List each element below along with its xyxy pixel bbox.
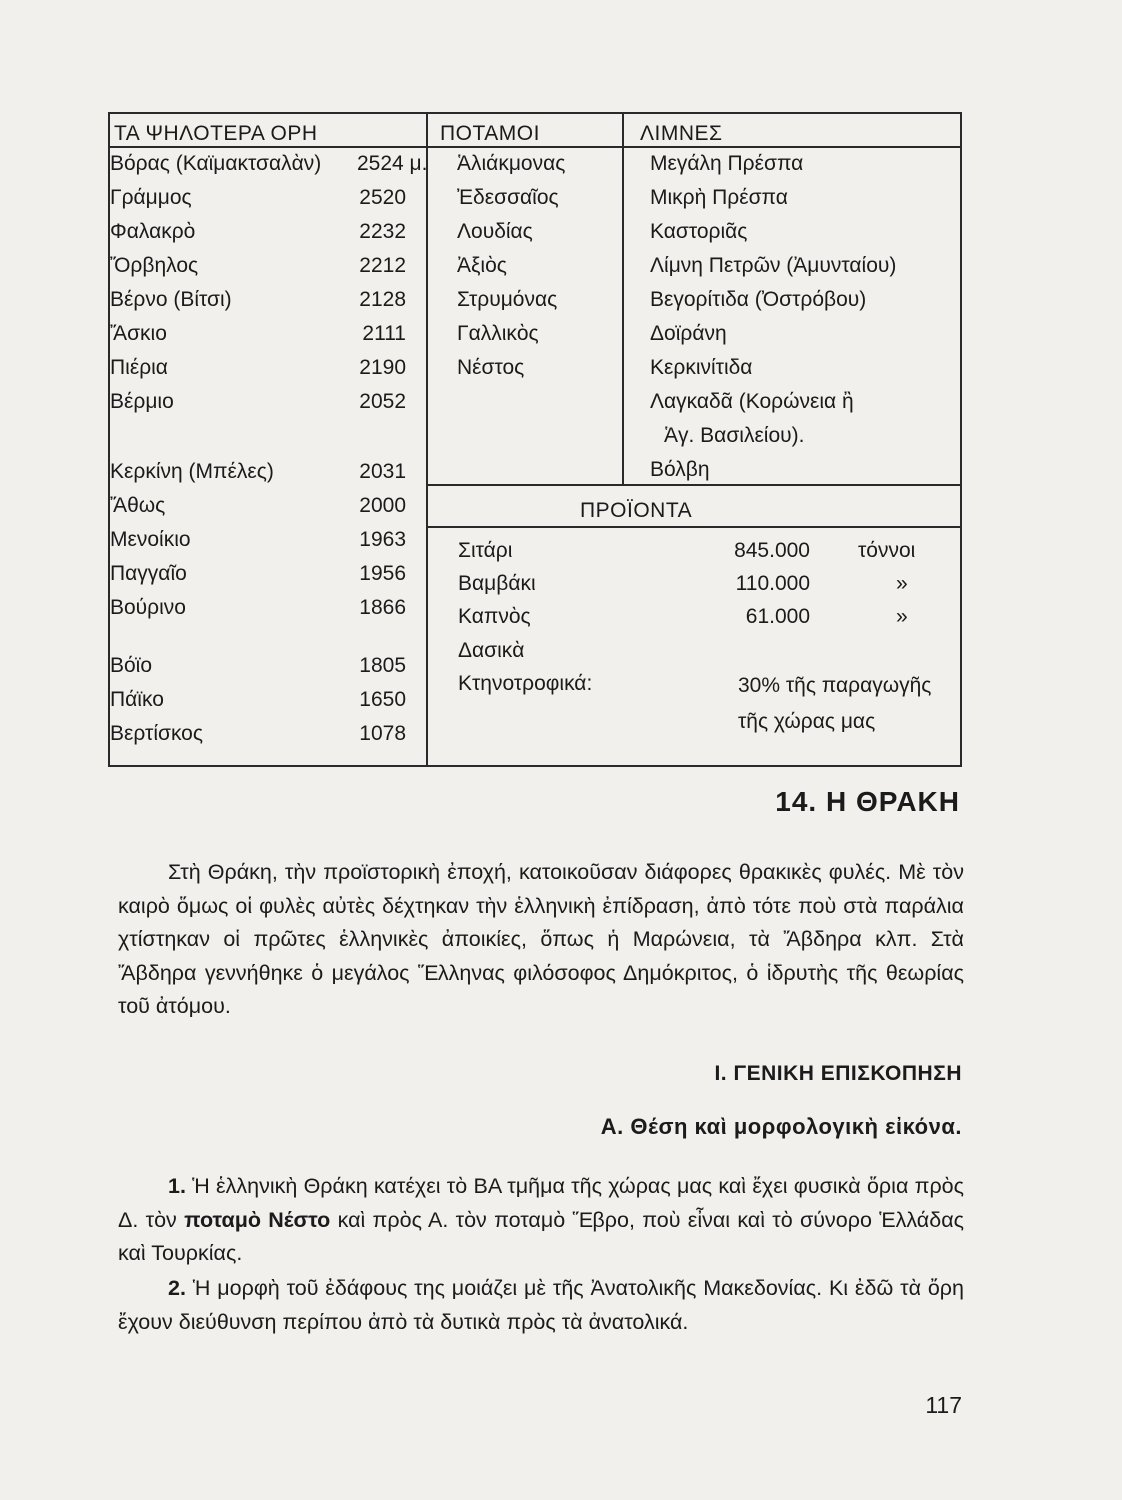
table-divider — [622, 114, 624, 484]
paragraph-1 — [118, 1170, 964, 1271]
mountain-name: Βόϊο — [110, 654, 153, 677]
mountain-height: 1963 — [359, 528, 406, 551]
section-heading: Ι. ΓΕΝΙΚΗ ΕΠΙΣΚΟΠΗΣΗ — [714, 1062, 962, 1085]
mountain-name: Φαλακρὸ — [110, 220, 196, 243]
lake-name: Λαγκαδᾶ (Κορώνεια ἢ — [650, 390, 854, 413]
paragraph-2-number: 2. — [168, 1276, 186, 1300]
product-amount: 30% τῆς παραγωγῆς — [738, 674, 932, 697]
mountain-name: Πιέρια — [110, 356, 168, 379]
river-name: Γαλλικὸς — [457, 322, 539, 345]
lake-name: Δοϊράνη — [650, 322, 727, 345]
lake-name: Μικρὴ Πρέσπα — [650, 186, 788, 209]
river-name: Ἀξιὸς — [457, 254, 507, 277]
chapter-title: 14. Η ΘΡΑΚΗ — [775, 786, 960, 817]
mountain-height: 2031 — [359, 460, 406, 483]
mountain-height: 2232 — [359, 220, 406, 243]
paragraph-1-text-a: Ἡ ἑλληνικὴ Θράκη κατέχει τὸ ΒΑ τμῆμα τῆς χώρας μας καὶ ἔχει φυσικὰ ὅρια πρὸς Δ. τὸν — [118, 1174, 964, 1232]
mountain-height: 2524 μ. — [357, 152, 428, 175]
table-divider — [426, 526, 960, 528]
mountain-height: 2212 — [359, 254, 406, 277]
table-divider — [110, 146, 960, 148]
intro-text: Στὴ Θράκη, τὴν προϊστορικὴ ἐποχή, κατοικοῦσαν διάφορες θρακικὲς φυλές. Μὲ τὸν καιρὸ ὅμως οἱ φυλὲς αὐτὲς δέχτηκαν τὴν ἑλληνικὴ ἐπίδραση, ἀπὸ τότε ποὺ στὰ παράλια χτίστηκαν οἱ πρῶτες ἑλληνικὲς ἀποικίες, ὅπως ἡ Μαρώνεια, τὰ Ἄβδηρα κλπ. Στὰ Ἄβδηρα γεννήθηκε ὁ μεγάλος Ἕλληνας φιλόσοφος Δημόκριτος, ὁ ἱδρυτὴς τῆς θεωρίας τοῦ ἀτόμου. — [118, 860, 964, 1018]
product-amount: 61.000 — [745, 605, 810, 628]
product-name: Δασικὰ — [458, 639, 525, 662]
mountain-height: 1956 — [359, 562, 406, 585]
lake-name: Κερκινίτιδα — [650, 356, 753, 379]
header-lakes: ΛΙΜΝΕΣ — [640, 122, 723, 145]
river-name: Λουδίας — [457, 220, 533, 243]
mountain-height: 1078 — [359, 722, 406, 745]
product-unit: » — [896, 605, 908, 628]
lake-name: Μεγάλη Πρέσπα — [650, 152, 804, 175]
product-unit: » — [896, 572, 908, 595]
lake-name: Ἁγ. Βασιλείου). — [664, 424, 805, 447]
mountain-height: 2000 — [359, 494, 406, 517]
paragraph-1-number: 1. — [168, 1174, 186, 1198]
mountain-name: Πάϊκο — [110, 688, 164, 711]
product-name: Κτηνοτροφικά: — [458, 672, 593, 695]
mountain-name: Ἄσκιο — [110, 322, 167, 345]
mountain-name: Βούρινο — [110, 596, 186, 619]
product-amount: 110.000 — [735, 572, 810, 595]
lake-name: Καστοριᾶς — [650, 220, 748, 243]
mountain-name: Ὄρβηλος — [110, 254, 199, 277]
mountain-height: 2111 — [362, 322, 406, 345]
mountain-name: Μενοίκιο — [110, 528, 191, 551]
river-name: Στρυμόνας — [457, 288, 558, 311]
table-divider — [426, 484, 960, 486]
product-name: Βαμβάκι — [458, 572, 536, 595]
page-number: 117 — [925, 1392, 962, 1418]
mountain-name: Γράμμος — [110, 186, 192, 209]
product-amount: 845.000 — [734, 539, 810, 562]
mountain-height: 2052 — [359, 390, 406, 413]
header-rivers: ΠΟΤΑΜΟΙ — [440, 122, 540, 145]
product-name: Σιτάρι — [458, 539, 513, 562]
lake-name: Λίμνη Πετρῶν (Ἀμυνταίου) — [650, 254, 897, 277]
mountain-name: Βερτίσκος — [110, 722, 203, 745]
mountain-height: 1805 — [359, 654, 406, 677]
paragraph-2-text: Ἡ μορφὴ τοῦ ἐδάφους της μοιάζει μὲ τῆς Ἀνατολικῆς Μακεδονίας. Κι ἐδῶ τὰ ὄρη ἔχουν διεύθυνση περίπου ἀπὸ τὰ δυτικὰ πρὸς τὰ ἀνατολικά. — [118, 1276, 964, 1334]
mountain-name: Βέρνο (Βίτσι) — [110, 288, 232, 311]
mountain-height: 2520 — [359, 186, 406, 209]
mountain-height: 2128 — [359, 288, 406, 311]
mountain-name: Παγγαῖο — [110, 562, 187, 585]
lake-name: Βεγορίτιδα (Ὀστρόβου) — [650, 288, 867, 311]
product-unit: τόννοι — [858, 539, 916, 562]
mountain-name: Βέρμιο — [110, 390, 174, 413]
mountain-name: Ἄθως — [110, 494, 166, 517]
geography-table — [108, 112, 962, 767]
river-name: Νέστος — [457, 356, 525, 379]
header-mountains: ΤΑ ΨΗΛΟΤΕΡΑ ΟΡΗ — [114, 122, 318, 145]
mountain-name: Κερκίνη (Μπέλες) — [110, 460, 274, 483]
mountain-name: Βόρας (Καϊμακτσαλὰν) — [110, 152, 322, 175]
paragraph-1-text-b: καὶ πρὸς Α. τὸν ποταμὸ Ἕβρο, ποὺ εἶναι καὶ τὸ σύνορο Ἑλλάδας καὶ Τουρκίας. — [118, 1207, 964, 1265]
mountain-height: 1650 — [359, 688, 406, 711]
intro-paragraph — [118, 856, 964, 1024]
header-products: ΠΡΟΪΟΝΤΑ — [580, 499, 693, 522]
product-amount: τῆς χώρας μας — [738, 710, 876, 733]
lake-name: Βόλβη — [650, 458, 710, 481]
paragraph-2 — [118, 1272, 964, 1339]
river-name: Ἁλιάκμονας — [457, 152, 566, 175]
river-name: Ἐδεσσαῖος — [457, 186, 559, 209]
mountain-height: 2190 — [359, 356, 406, 379]
subsection-heading: Α. Θέση καὶ μορφολογικὴ εἰκόνα. — [600, 1114, 962, 1139]
product-name: Καπνὸς — [458, 605, 531, 628]
table-divider — [426, 114, 428, 767]
paragraph-1-bold: ποταμὸ Νέστο — [184, 1207, 331, 1232]
mountain-height: 1866 — [359, 596, 406, 619]
